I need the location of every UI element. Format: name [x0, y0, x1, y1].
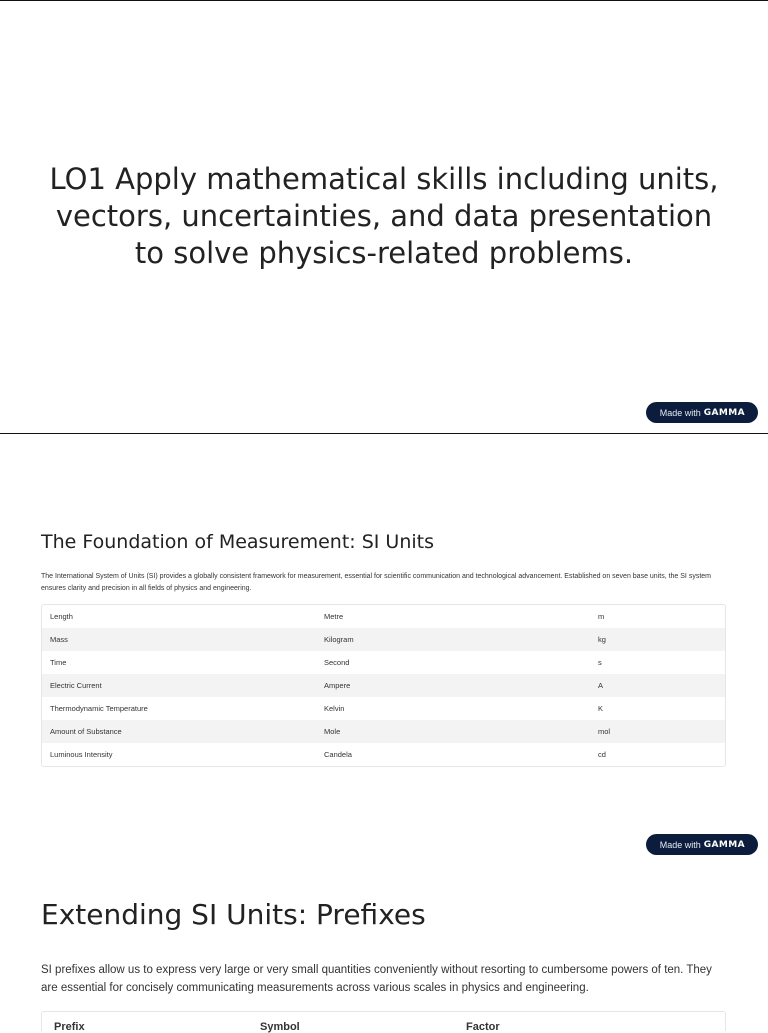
prefix-column-header: Prefix	[54, 1021, 85, 1033]
made-with-label: Made with	[659, 839, 701, 850]
symbol-cell: mol	[598, 727, 611, 736]
unit-cell: Kilogram	[324, 635, 354, 644]
made-with-gamma-badge[interactable]	[646, 834, 758, 855]
quantity-cell: Amount of Substance	[50, 727, 122, 736]
learning-outcome-title: LO1 Apply mathematical skills including units, vectors, uncertainties, and data presentation to solve physics-related problems.	[49, 162, 719, 270]
table-row	[42, 720, 725, 743]
table-row	[42, 743, 725, 766]
symbol-cell: cd	[598, 750, 606, 759]
unit-cell: Ampere	[324, 681, 351, 690]
made-with-gamma-badge[interactable]	[646, 402, 758, 423]
unit-cell: Candela	[324, 750, 352, 759]
table-row	[42, 674, 725, 697]
unit-cell: Mole	[324, 727, 341, 736]
gamma-logo: GAMMA	[703, 839, 745, 850]
quantity-cell: Mass	[50, 635, 68, 644]
symbol-cell: s	[598, 658, 602, 667]
made-with-label: Made with	[659, 407, 701, 418]
symbol-cell: A	[598, 681, 604, 690]
table-row	[42, 697, 725, 720]
slide-si-prefixes	[0, 876, 768, 1033]
prefixes-heading: Extending SI Units: Prefixes	[41, 898, 426, 931]
unit-cell: Metre	[324, 612, 344, 621]
si-units-intro: The International System of Units (SI) provides a globally consistent framework for measurement, essential for scientific communication and technological advancement. Established on seven base units, the SI system ensures clarity and precision in all fields of physics and engineering.	[41, 573, 711, 592]
table-row	[42, 651, 725, 674]
quantity-cell: Electric Current	[50, 681, 102, 690]
quantity-cell: Time	[50, 658, 67, 667]
factor-column-header: Factor	[466, 1021, 500, 1033]
symbol-cell: kg	[598, 635, 606, 644]
symbol-cell: m	[598, 612, 605, 621]
gamma-logo: GAMMA	[703, 407, 745, 418]
symbol-column-header: Symbol	[260, 1021, 300, 1033]
prefixes-description: SI prefixes allow us to express very large or very small quantities conveniently without resorting to cumbersome powers of ten. They are essential for concisely communicating measurements across various scales in physics and engineering.	[41, 964, 712, 994]
unit-cell: Second	[324, 658, 350, 667]
quantity-cell: Thermodynamic Temperature	[50, 704, 148, 713]
table-row	[42, 628, 725, 651]
slide-si-units	[0, 434, 768, 874]
quantity-cell: Luminous Intensity	[50, 750, 113, 759]
slide-learning-outcome	[0, 1, 768, 433]
symbol-cell: K	[598, 704, 604, 713]
si-units-heading: The Foundation of Measurement: SI Units	[41, 531, 434, 553]
quantity-cell: Length	[50, 612, 73, 621]
prefix-table-header	[41, 1011, 726, 1031]
table-row	[42, 605, 725, 628]
unit-cell: Kelvin	[324, 704, 345, 713]
si-base-units-table	[41, 604, 726, 767]
